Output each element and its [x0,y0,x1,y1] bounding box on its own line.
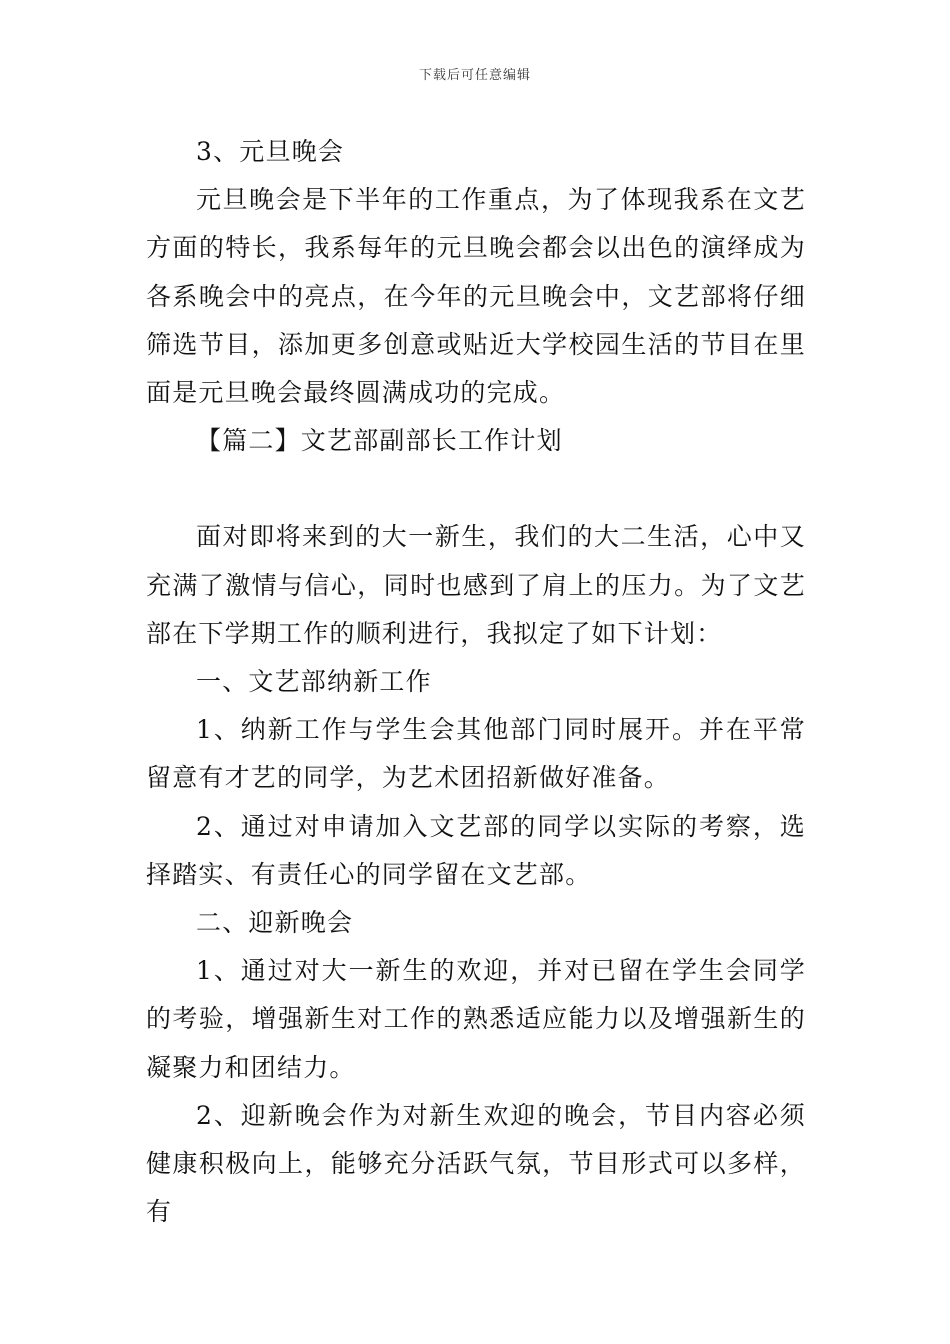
blank-line [146,465,806,513]
paragraph-recruitment-2: 2、通过对申请加入文艺部的同学以实际的考察，选择踏实、有责任心的同学留在文艺部。 [146,811,806,889]
chapter-title-part-two: 【篇二】文艺部副部长工作计划 [196,426,563,456]
page-header-note: 下载后可任意编辑 [418,68,531,83]
section-heading-recruitment: 一、文艺部纳新工作 [196,667,432,697]
paragraph-welcome-gala-1: 1、通过对大一新生的欢迎，并对已留在学生会同学的考验，增强新生对工作的熟悉适应能力以及增强新生的凝聚力和团结力。 [146,956,806,1082]
paragraph-welcome-gala-2: 2、迎新晚会作为对新生欢迎的晚会，节目内容必须健康积极向上，能够充分活跃气氛，节目形式可以多样，有 [146,1100,806,1227]
paragraph-intro: 面对即将来到的大一新生，我们的大二生活，心中又充满了激情与信心，同时也感到了肩上的压力。为了文艺部在下学期工作的顺利进行，我拟定了如下计划： [146,522,806,648]
document-body [146,128,806,1236]
paragraph-new-year-gala: 元旦晚会是下半年的工作重点，为了体现我系在文艺方面的特长，我系每年的元旦晚会都会以出色的演绎成为各系晚会中的亮点，在今年的元旦晚会中，文艺部将仔细筛选节目，添加更多创意或贴近大学校园生活的节目在里面是元旦晚会最终圆满成功的完成。 [146,185,806,408]
section-heading-welcome-gala: 二、迎新晚会 [196,908,354,938]
paragraph-recruitment-1: 1、纳新工作与学生会其他部门同时展开。并在平常留意有才艺的同学，为艺术团招新做好准备。 [146,715,806,793]
section-heading-new-year-gala: 3、元旦晚会 [196,137,345,166]
